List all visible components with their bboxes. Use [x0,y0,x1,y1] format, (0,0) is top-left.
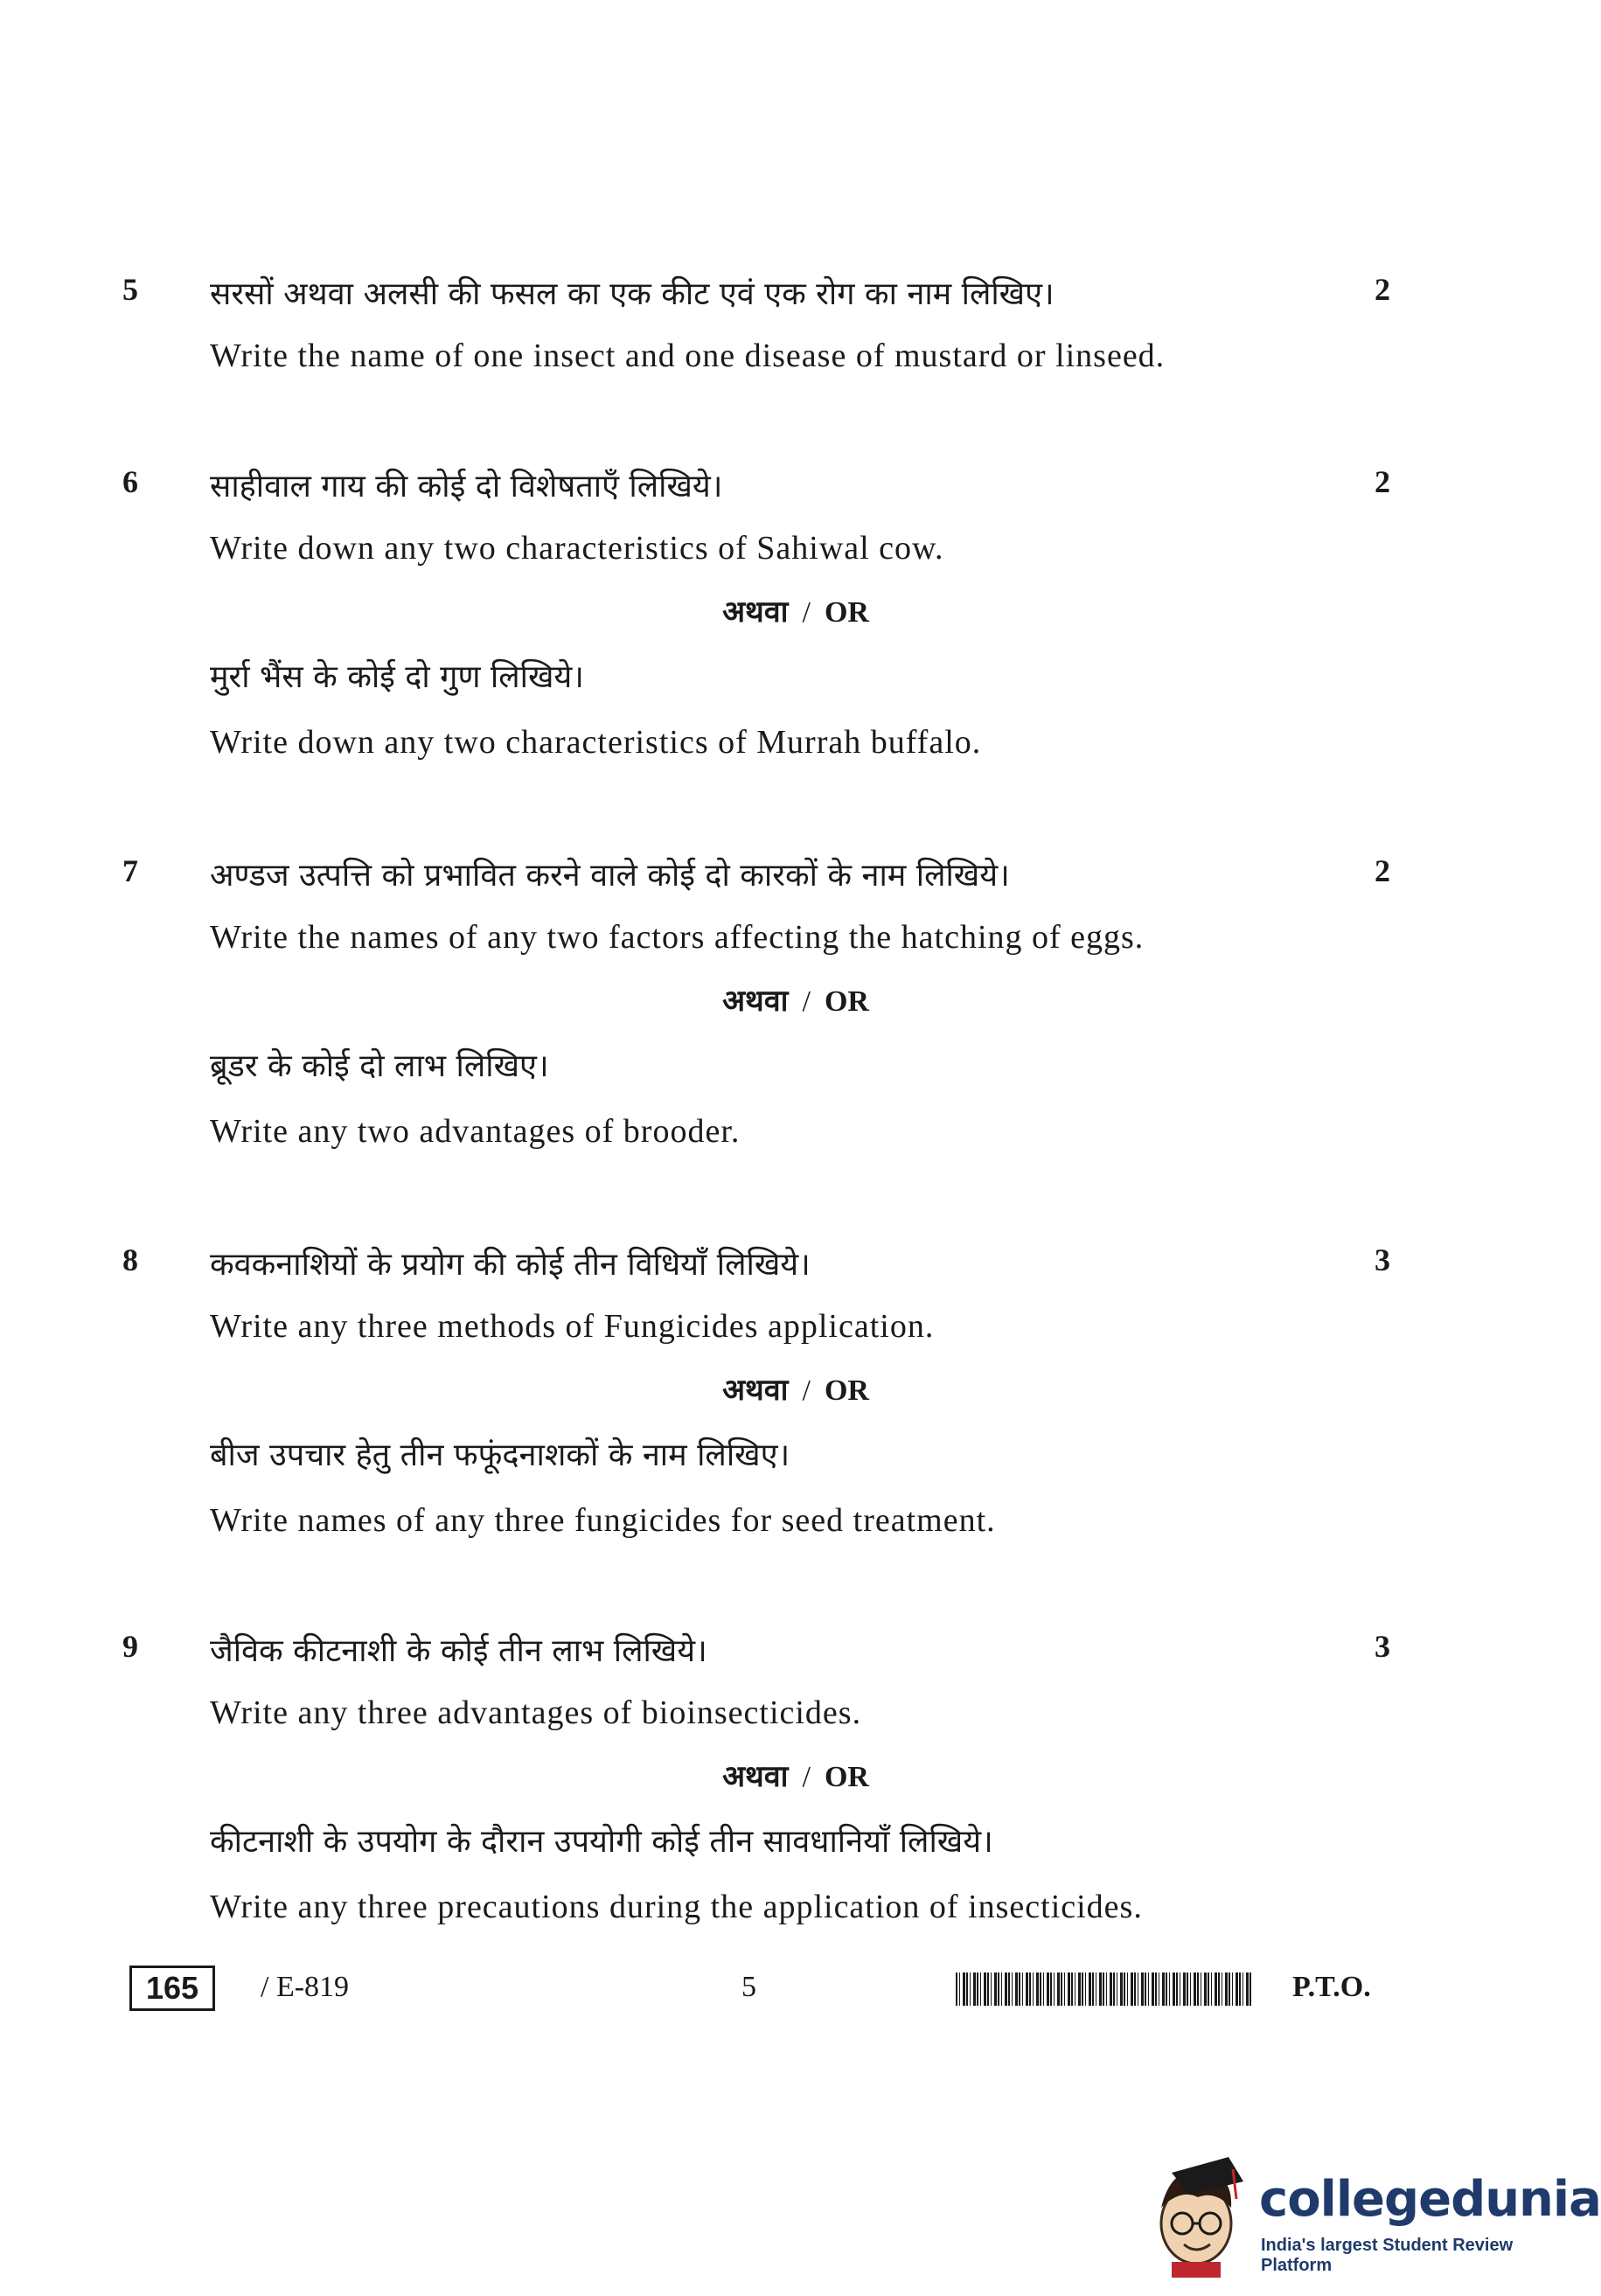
or-label-hindi: अथवा [722,1374,789,1407]
brand-watermark [1145,2146,1601,2286]
or-label-english: OR [824,985,869,1018]
alternate-question-english: Write any two advantages of brooder. [210,1113,741,1150]
page-footer [129,1966,1397,2021]
alternate-question-hindi: ब्रूडर के कोई दो लाभ लिखिए। [210,1048,549,1084]
question-hindi: साहीवाल गाय की कोई दो विशेषताएँ लिखिये। [210,469,723,504]
question-marks: 2 [1375,464,1390,499]
or-label-hindi: अथवा [722,985,789,1018]
question-5 [122,262,1408,388]
or-label-english: OR [824,1374,869,1407]
or-label-hindi: अथवा [722,596,789,629]
question-number: 9 [122,1629,138,1664]
brand-name: collegedunia [1259,2171,1601,2228]
or-label-hindi: अथवा [722,1761,789,1793]
question-hindi: जैविक कीटनाशी के कोई तीन लाभ लिखिये। [210,1633,707,1669]
alternate-question-english: Write names of any three fungicides for seed treatment. [210,1502,996,1539]
question-hindi: अण्डज उत्पत्ति को प्रभावित करने वाले कोई दो कारकों के नाम लिखिये। [210,858,1010,894]
page-number: 5 [741,1971,756,2003]
barcode-icon [956,1972,1253,2006]
question-number: 8 [122,1242,138,1277]
or-label-english: OR [824,596,869,629]
alternate-question-english: Write any three precautions during the application of insecticides. [210,1889,1143,1925]
question-marks: 2 [1375,272,1390,307]
question-7 [122,844,1408,1164]
brand-tagline: India's largest Student Review Platform [1261,2236,1514,2275]
question-english: Write any three advantages of bioinsecticides. [210,1694,862,1731]
question-english: Write the name of one insect and one disease of mustard or linseed. [210,337,1166,374]
question-hindi: कवकनाशियों के प्रयोग की कोई तीन विधियाँ लिखिये। [210,1247,811,1283]
question-english: Write any three methods of Fungicides application. [210,1308,935,1345]
or-separator: / [802,1761,811,1793]
or-divider [184,1745,1408,1810]
alternate-question-hindi: कीटनाशी के उपयोग के दौरान उपयोगी कोई तीन सावधानियाँ लिखिये। [210,1824,993,1860]
question-english: Write down any two characteristics of Sahiwal cow. [210,530,944,567]
or-divider [184,970,1408,1034]
question-marks: 2 [1375,853,1390,888]
paper-number-box: 165 [129,1966,215,2011]
question-marks: 3 [1375,1242,1390,1277]
paper-code: / E-819 [261,1971,350,2003]
or-divider [184,1359,1408,1423]
or-label-english: OR [824,1761,869,1793]
student-mascot-icon [1145,2146,1250,2278]
or-separator: / [802,985,811,1018]
alternate-question-english: Write down any two characteristics of Murrah buffalo. [210,724,982,761]
question-english: Write the names of any two factors affecting the hatching of eggs. [210,919,1145,956]
question-marks: 3 [1375,1629,1390,1664]
question-number: 5 [122,272,138,307]
or-divider [184,581,1408,645]
question-number: 6 [122,464,138,499]
please-turn-over: P.T.O. [1292,1971,1371,2003]
question-hindi: सरसों अथवा अलसी की फसल का एक कीट एवं एक रोग का नाम लिखिए। [210,276,1055,312]
question-8 [122,1233,1408,1553]
or-separator: / [802,596,811,629]
question-6 [122,455,1408,775]
alternate-question-hindi: मुर्रा भैंस के कोई दो गुण लिखिये। [210,659,584,695]
alternate-question-hindi: बीज उपचार हेतु तीन फफूंदनाशकों के नाम लिखिए। [210,1437,790,1473]
or-separator: / [802,1374,811,1407]
question-number: 7 [122,853,138,888]
question-9 [122,1619,1408,1939]
